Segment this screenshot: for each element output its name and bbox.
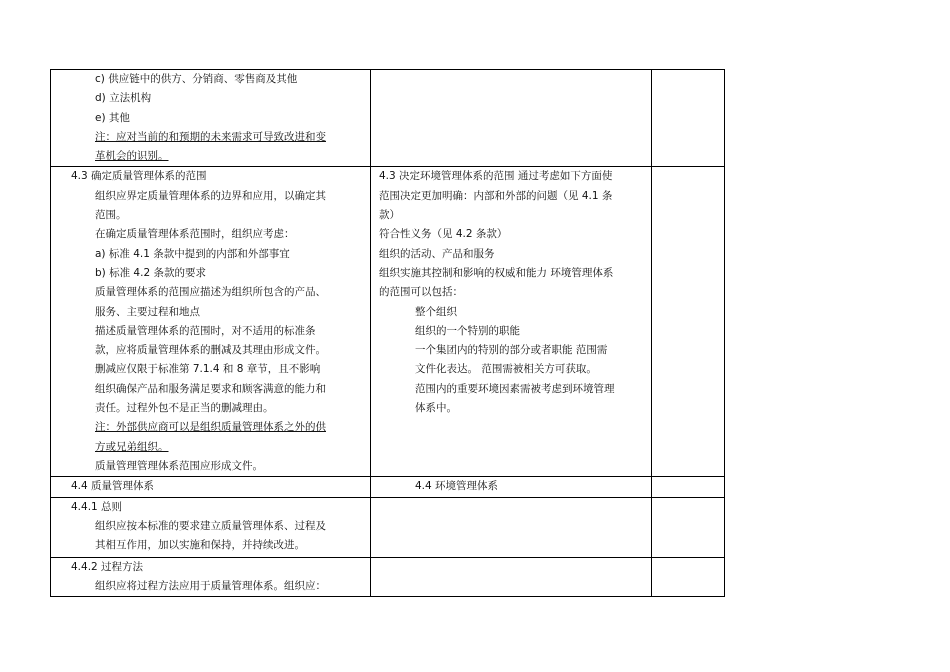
text-line: 款，应将质量管理体系的删减及其理由形成文件。: [95, 344, 326, 357]
text-line: b) 标准 4.2 条款的要求: [95, 266, 206, 279]
text-line: 款）: [379, 209, 400, 222]
text-line: e) 其他: [95, 111, 130, 124]
text-line: 在确定质量管理体系范围时，组织应考虑：: [95, 228, 295, 241]
table-row: [51, 477, 725, 497]
text-line: 一个集团内的特别的部分或者职能 范围需: [415, 344, 608, 357]
environment-column-cell: [371, 477, 652, 497]
text-line: 4.4 环境管理体系: [415, 480, 499, 493]
quality-column-cell: [51, 167, 371, 477]
environment-column-cell: [371, 70, 652, 167]
quality-column-cell: [51, 70, 371, 167]
text-line: 革机会的识别。: [95, 150, 169, 163]
text-line: 注：外部供应商可以是组织质量管理体系之外的供: [95, 421, 326, 434]
notes-column-cell: [652, 477, 725, 497]
text-line: 体系中。: [415, 402, 457, 415]
text-line: 4.3 确定质量管理体系的范围: [71, 170, 207, 183]
text-line: a) 标准 4.1 条款中提到的内部和外部事宜: [95, 247, 290, 260]
text-line: 的范围可以包括：: [379, 286, 463, 299]
text-line: 删减应仅限于标准第 7.1.4 和 8 章节，且不影响: [95, 363, 321, 376]
text-line: 整个组织: [415, 305, 457, 318]
environment-column-cell: [371, 497, 652, 557]
quality-column-cell: [51, 557, 371, 597]
text-line: 组织应按本标准的要求建立质量管理体系、过程及: [95, 519, 326, 532]
text-line: 4.4.2 过程方法: [71, 560, 144, 573]
comparison-table: [50, 69, 725, 597]
text-line: 方或兄弟组织。: [95, 440, 169, 453]
text-line: 范围。: [95, 209, 127, 222]
text-line: 组织确保产品和服务满足要求和顾客满意的能力和: [95, 382, 326, 395]
text-line: 范围决定更加明确：内部和外部的问题（见 4.1 条: [379, 189, 613, 202]
table-row: [51, 167, 725, 477]
environment-column-cell: [371, 557, 652, 597]
text-line: 质量管理体系的范围应描述为组织所包含的产品、: [95, 286, 326, 299]
quality-column-cell: [51, 477, 371, 497]
text-line: 责任。过程外包不是正当的删减理由。: [95, 402, 274, 415]
text-line: c) 供应链中的供方、分销商、零售商及其他: [95, 73, 298, 85]
text-line: 4.3 决定环境管理体系的范围 通过考虑如下方面使: [379, 170, 613, 183]
text-line: 范围内的重要环境因素需被考虑到环境管理: [415, 382, 615, 395]
quality-column-cell: [51, 497, 371, 557]
table-row: [51, 70, 725, 167]
text-line: 符合性义务（见 4.2 条款）: [379, 228, 508, 241]
notes-column-cell: [652, 167, 725, 477]
text-line: 组织的活动、产品和服务: [379, 247, 495, 260]
text-line: 4.4 质量管理体系: [71, 480, 155, 493]
text-line: 组织实施其控制和影响的权威和能力 环境管理体系: [379, 266, 614, 279]
text-line: d) 立法机构: [95, 92, 152, 105]
environment-column-cell: [371, 167, 652, 477]
text-line: 组织的一个特别的职能: [415, 324, 520, 337]
notes-column-cell: [652, 70, 725, 167]
text-line: 4.4.1 总则: [71, 500, 123, 513]
text-line: 组织应界定质量管理体系的边界和应用，以确定其: [95, 189, 326, 202]
text-line: 组织应将过程方法应用于质量管理体系。组织应：: [95, 579, 326, 592]
text-line: 服务、主要过程和地点: [95, 305, 200, 318]
text-line: 其相互作用，加以实施和保持，并持续改进。: [95, 539, 305, 552]
table-row: [51, 557, 725, 597]
notes-column-cell: [652, 557, 725, 597]
text-line: 文件化表达。 范围需被相关方可获取。: [415, 363, 597, 376]
table-body: [51, 70, 725, 597]
text-line: 描述质量管理体系的范围时，对不适用的标准条: [95, 324, 316, 337]
table-row: [51, 497, 725, 557]
notes-column-cell: [652, 497, 725, 557]
text-line: 质量管理管理体系范围应形成文件。: [95, 459, 263, 472]
text-line: 注：应对当前的和预期的未来需求可导致改进和变: [95, 130, 326, 143]
